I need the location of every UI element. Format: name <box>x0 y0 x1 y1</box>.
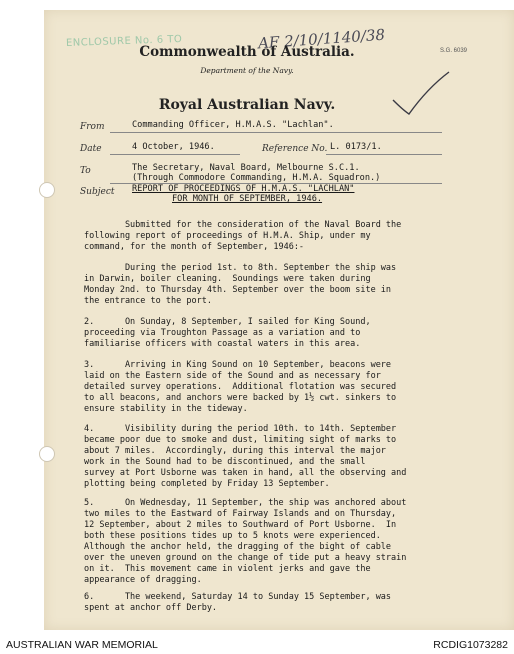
subject-label: Subject <box>80 187 115 197</box>
from-rule <box>110 132 442 133</box>
subject-line-1: REPORT OF PROCEEDINGS OF H.M.A.S. "LACHLAN" <box>132 184 355 194</box>
to-line-2: (Through Commodore Commanding, H.M.A. Squadron.) <box>132 173 381 183</box>
paragraph-1: During the period 1st. to 8th. September the ship was in Darwin, boiler cleaning. Soundings were taken during Monday 2nd. to Thursday 4th. September over the boom site in the entrance to the port. <box>84 263 397 306</box>
to-line-1: The Secretary, Naval Board, Melbourne S.C.1. <box>132 163 360 173</box>
paragraph-3: 3. Arriving in King Sound on 10 September, beacons were laid on the Eastern side of the Sound and as necessary for detailed survey operations. Additional flotation was secured to all beacons, and anchors were backed by 1½ cwt. sinkers to ensure stability in the tideway. <box>84 360 397 414</box>
subject-line-2: FOR MONTH OF SEPTEMBER, 1946. <box>172 194 323 204</box>
footer-record-id: RCDIG1073282 <box>433 639 508 651</box>
paragraph-5: 5. On Wednesday, 11 September, the ship was anchored about two miles to the Eastward of Fairway Islands and on Thursday, 12 September, about 2 miles to Southward of Port Usborne. In both these positions tides up to 5 knots were experienced. Although the anchor held, the dragging of the bight of cable over the uneven ground on the change of tide put a heavy strain on it. This movement came in violent jerks and gave the appearance of dragging. <box>84 498 407 585</box>
reference-label: Reference No. <box>262 144 328 154</box>
letterhead-department: Department of the Navy. <box>200 66 294 75</box>
letterhead-navy: Royal Australian Navy. <box>158 97 336 113</box>
punch-hole <box>39 446 55 462</box>
reference-rule <box>326 154 442 155</box>
paragraph-6: 6. The weekend, Saturday 14 to Sunday 15 September, was spent at anchor off Derby. <box>84 592 392 613</box>
reference-value: L. 0173/1. <box>330 142 382 152</box>
from-label: From <box>80 122 105 132</box>
paragraph-2: 2. On Sunday, 8 September, I sailed for King Sound, proceeding via Troughton Passage as a variation and to familiarise officers with coastal waters in this area. <box>84 317 371 349</box>
form-code: S.G. 6039 <box>440 48 468 54</box>
footer-archive-name: AUSTRALIAN WAR MEMORIAL <box>6 639 158 651</box>
from-value: Commanding Officer, H.M.A.S. "Lachlan". <box>132 120 334 130</box>
date-value: 4 October, 1946. <box>132 142 215 152</box>
date-label: Date <box>80 144 102 154</box>
enclosure-stamp: ENCLOSURE No. 6 TO <box>65 33 183 50</box>
to-label: To <box>80 166 91 176</box>
paragraph-4: 4. Visibility during the period 10th. to 14th. September became poor due to smoke and dust, limiting sight of marks to about 7 miles. Accordingly, during this interval the major work in the Sound had to be discontinued, and the small survey at Port Usborne was taken in hand, all the observing and plotting being completed by Friday 13 September. <box>84 424 407 489</box>
punch-hole <box>39 182 55 198</box>
date-rule <box>110 154 240 155</box>
paragraph-intro: Submitted for the consideration of the Naval Board the following report of proceedings of H.M.A. Ship, under my command, for the month of September, 1946:- <box>84 220 402 252</box>
handwritten-reference: AF 2/10/1140/38 <box>257 25 386 53</box>
letterhead-commonwealth: Commonwealth of Australia. <box>139 44 355 60</box>
